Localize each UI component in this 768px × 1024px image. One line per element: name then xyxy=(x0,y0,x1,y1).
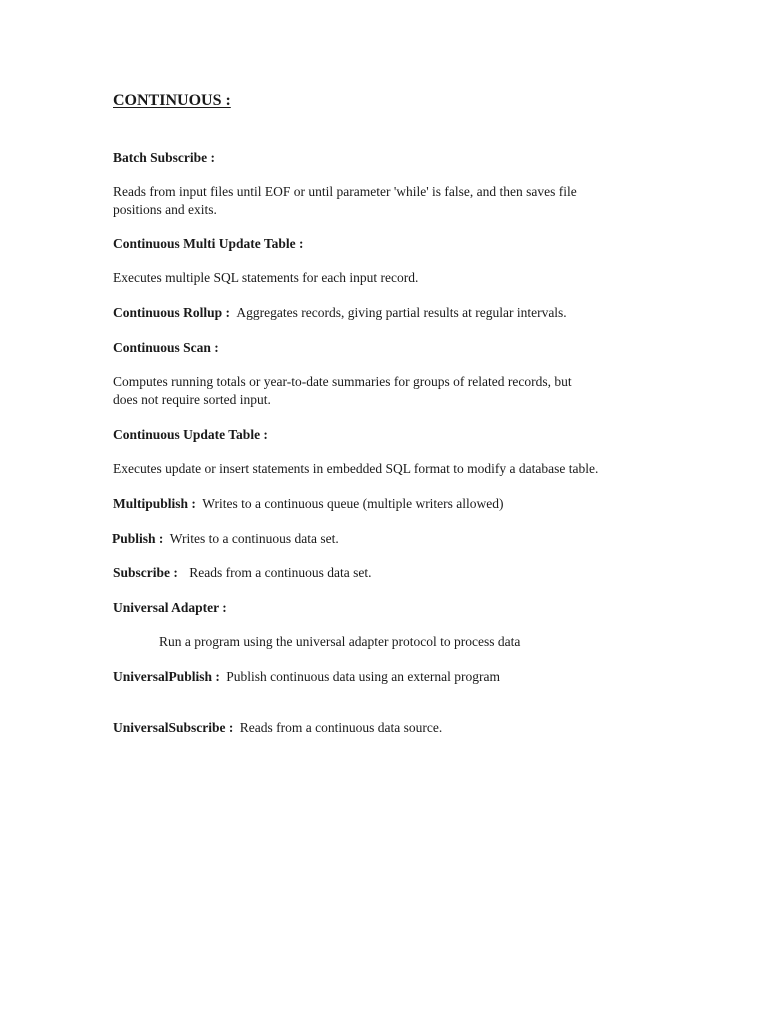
continuous-rollup-heading: Continuous Rollup : xyxy=(113,305,231,320)
continuous-update-table-heading: Continuous Update Table : xyxy=(113,427,268,442)
universal-publish-text: Publish continuous data using an external program xyxy=(226,669,500,684)
publish-heading: Publish : xyxy=(112,531,164,546)
continuous-multi-update-table-heading: Continuous Multi Update Table : xyxy=(113,236,304,251)
universal-subscribe-text: Reads from a continuous data source. xyxy=(239,720,443,735)
multipublish-heading: Multipublish : xyxy=(113,496,196,511)
universal-adapter-text: Run a program using the universal adapter protocol to process data xyxy=(159,634,521,649)
subscribe-text: Reads from a continuous data set. xyxy=(189,565,372,580)
universal-adapter-heading: Universal Adapter : xyxy=(113,600,227,615)
universal-subscribe-row xyxy=(113,719,442,737)
continuous-update-table-text: Executes update or insert statements in embedded SQL format to modify a database table. xyxy=(113,461,599,476)
universal-publish-row xyxy=(113,668,500,686)
continuous-rollup-text: Aggregates records, giving partial results at regular intervals. xyxy=(236,305,567,320)
publish-text: Writes to a continuous data set. xyxy=(169,531,339,546)
subscribe-row xyxy=(113,564,371,582)
continuous-scan-text-line2: does not require sorted input. xyxy=(113,392,271,407)
continuous-multi-update-table-text: Executes multiple SQL statements for each input record. xyxy=(113,270,419,285)
batch-subscribe-heading: Batch Subscribe : xyxy=(113,150,216,165)
continuous-scan-heading: Continuous Scan : xyxy=(113,340,219,355)
universal-publish-heading: UniversalPublish : xyxy=(113,669,220,684)
subscribe-heading: Subscribe : xyxy=(113,565,178,580)
page-title: CONTINUOUS : xyxy=(113,92,231,109)
continuous-rollup-row xyxy=(113,304,567,322)
multipublish-row xyxy=(113,495,504,513)
multipublish-text: Writes to a continuous queue (multiple writers allowed) xyxy=(202,496,504,511)
batch-subscribe-text-line1: Reads from input files until EOF or until parameter 'while' is false, and then saves file xyxy=(113,184,577,199)
universal-subscribe-heading: UniversalSubscribe : xyxy=(113,720,234,735)
batch-subscribe-text-line2: positions and exits. xyxy=(113,202,217,217)
continuous-scan-text-line1: Computes running totals or year-to-date summaries for groups of related records, but xyxy=(113,374,572,389)
publish-row xyxy=(112,530,339,548)
